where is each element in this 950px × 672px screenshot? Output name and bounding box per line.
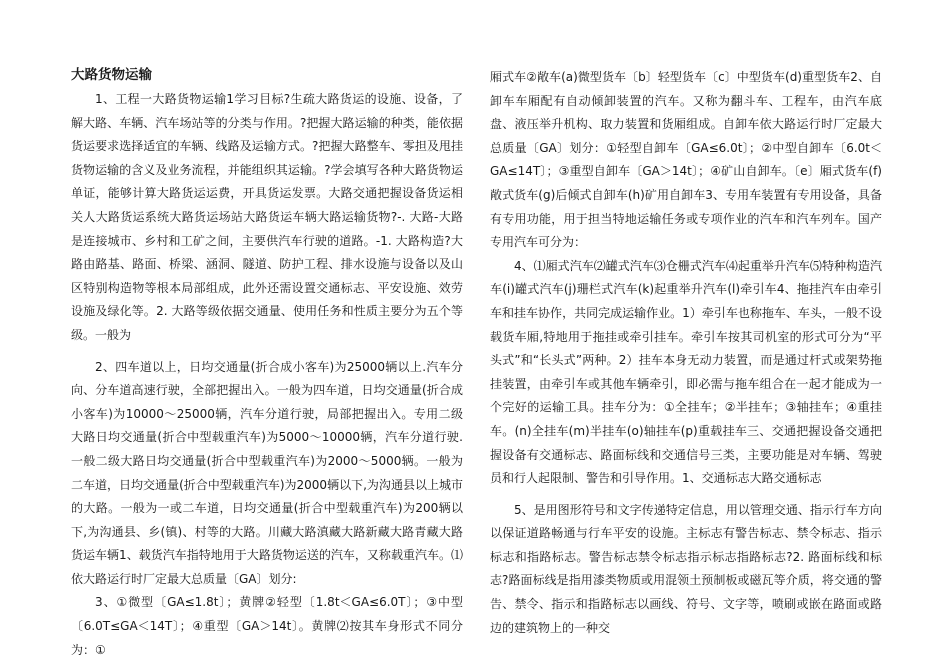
paragraph: 3、①微型〔GA≤1.8t〕；黄牌②轻型〔1.8t＜GA≤6.0T〕；③中型〔6.0T≤GA＜14T〕；④重型〔GA＞14t〕。黄牌⑵按其车身形式不同分为：① (71, 595, 463, 657)
right-column (490, 66, 882, 640)
left-column (71, 66, 463, 662)
paragraph: 2、四车道以上，日均交通量(折合成小客车)为25000辆以上.汽车分向、分车道高速行驶，全部把握出入。一般为四车道，日均交通量(折合成小客车)为10000～25000辆，汽车分道行驶，局部把握出入。专用二级大路日均交通量(折合中型载重汽车)为5000～10000辆，汽车分道行驶.一般二级大路日均交通量(折合中型载重汽车)为2000～5000辆。一般为二车道，日均交通量(折合中型载重汽车)为2000辆以下,为沟通县以上城市的大路。一般为一或二车道，日均交通量(折合中型载重汽车)为200辆以下,为沟通县、乡(镇)、村等的大路。川藏大路滇藏大路新藏大路青藏大路货运车辆1、载货汽车指特地用于大路货物运送的汽车，又称载重汽车。⑴依大路运行时厂定最大总质量〔GA〕划分: (71, 359, 463, 586)
paragraph: 厢式车②敞车(a)微型货车〔b〕轻型货车〔c〕中型货车(d)重型货车2、自卸车车厢配有自动倾卸装置的汽车。又称为翻斗车、工程车，由汽车底盘、液压举升机构、取力装置和货厢组成。自卸车依大路运行时厂定最大总质量〔GA〕划分：①轻型自卸车〔GA≤6.0t〕；②中型自卸车〔6.0t＜GA≤14T〕；③重型自卸车〔GA＞14t〕；④矿山自卸车。〔e〕厢式货车(f)敞式货车(g)后倾式自卸车(h)矿用自卸车3、专用车装置有专用设备，具备有专用功能，用于担当特地运输任务或专项作业的汽车和汽车列车。国产专用汽车可分为： (490, 70, 882, 250)
paragraph: 4、⑴厢式汽车⑵罐式汽车⑶仓栅式汽车⑷起重举升汽车⑸特种构造汽车(i)罐式汽车(j)珊栏式汽车(k)起重举升汽车(l)牵引车4、拖挂汽车由牵引车和挂车协作，共同完成运输作业。1）牵引车也称拖车、车头，一般不设载货车厢,特地用于拖挂或牵引挂车。牵引车按其司机室的形式可分为“平头式”和“长头式”两种。2）挂车本身无动力装置，而是通过杆式或架势拖挂装置，由牵引车或其他车辆牵引，即必需与拖车组合在一起才能成为一个完好的运输工具。挂车分为：①全挂车；②半挂车；③轴挂车；④重挂车。(n)全挂车(m)半挂车(o)轴挂车(p)重载挂车三、交通把握设备交通把握设备有交通标志、路面标线和交通信号三类，主要功能是对车辆、驾驶员和行人起限制、警告和引导作用。1、交通标志大路交通标志 (490, 258, 882, 486)
paragraph: 1、工程一大路货物运输1学习目标?生疏大路货运的设施、设备，了解大路、车辆、汽车场站等的分类与作用。?把握大路运输的种类，能依据货运要求选择适宜的车辆、线路及运输方式。?把握大路整车、零担及甩挂货物运输的含义及业务流程，并能组织其运输。?学会填写各种大路货物运单证，能够计算大路货运运费，开具货运发票。大路交通把握设备货运相关人大路货运系统大路货运场站大路货运车辆大路运输货物?-. 大路-大路是连接城市、乡村和工矿之间，主要供汽车行驶的道路。-1. 大路构造?大路由路基、路面、桥梁、涵洞、隧道、防护工程、排水设施与设备以及山区特别构造物等根本局部组成，此外还需设置交通标志、平安设施、效劳设施及绿化等。2. 大路等级依据交通量、使用任务和性质主要分为五个等级。一般为 (71, 92, 463, 342)
document-title: 大路货物运输 (71, 67, 152, 83)
paragraph: 5、是用图形符号和文字传递特定信息，用以管理交通、指示行车方向以保证道路畅通与行车平安的设施。主标志有警告标志、禁令标志、指示标志和指路标志。警告标志禁令标志指示标志指路标志?2. 路面标线和标志?路面标线是指用漆类物质或用混领土预制板或磁瓦等介质，将交通的警告、禁令、指示和指路标志以画线、符号、文字等，喷刷或嵌在路面或路边的建筑物上的一种交 (490, 502, 882, 635)
